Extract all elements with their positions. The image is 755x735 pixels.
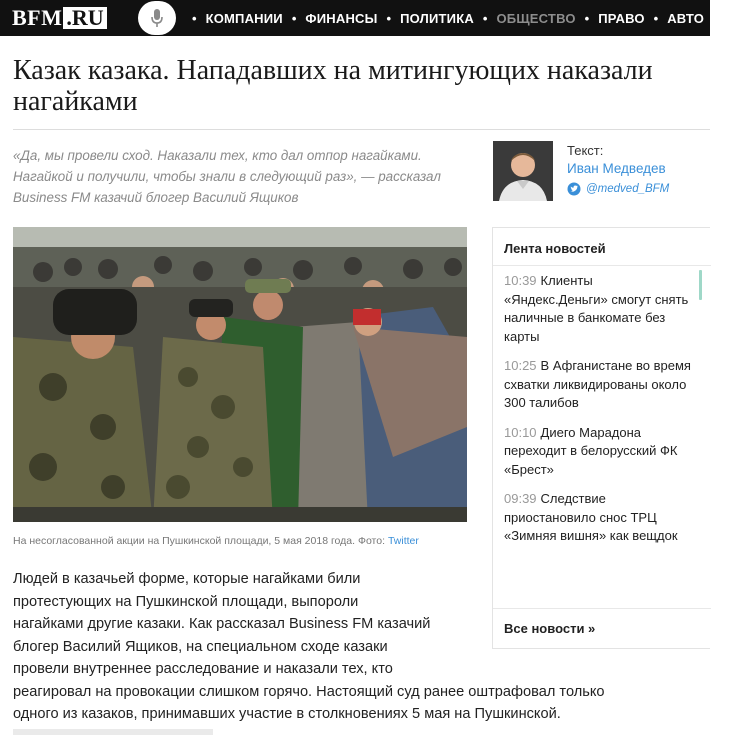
nav-separator: •	[386, 10, 392, 26]
divider	[493, 608, 711, 609]
news-headline: Клиенты «Яндекс.Деньги» смогут снять наличные в банкомате без карты	[504, 273, 689, 344]
next-block-stub	[13, 729, 213, 735]
nav-item[interactable]: ОБЩЕСТВО	[496, 10, 576, 26]
nav-item[interactable]: АВТО	[667, 10, 705, 26]
author-twitter-link[interactable]	[567, 182, 669, 196]
news-item[interactable]	[504, 357, 700, 413]
news-time: 10:25	[504, 358, 537, 373]
nav-item[interactable]: КОМПАНИИ	[205, 10, 283, 26]
logo-text: BFM	[12, 5, 63, 30]
news-feed-list	[504, 272, 700, 557]
body-text-line: реагировал на провокации слишком горячо. Настоящий суд ранее оштрафовал только	[13, 683, 605, 700]
author-name-link[interactable]: Иван Медведев	[567, 161, 666, 176]
nav-separator: •	[192, 10, 197, 26]
twitter-icon	[567, 182, 581, 196]
news-headline: В Афганистане во время схватки ликвидированы около 300 талибов	[504, 358, 691, 410]
article-lead: «Да, мы провели сход. Наказали тех, кто дал отпор нагайками. Нагайкой и получили, чтобы знали в следующий раз», — рассказал Business FM казачий блогер Василий Ящиков	[13, 148, 441, 205]
body-text-line: нагайками другие казаки. Как рассказал Business FM казачий	[13, 616, 431, 632]
microphone-icon	[150, 8, 164, 28]
nav-item[interactable]: ПОЛИТИКА	[400, 10, 474, 26]
divider	[493, 265, 711, 266]
news-time: 10:10	[504, 424, 537, 440]
author-label: Текст:	[567, 143, 604, 158]
article-photo	[13, 227, 467, 522]
caption-text: На несогласованной акции на Пушкинской площади, 5 мая 2018 года. Фото:	[13, 535, 386, 547]
photo-source-link[interactable]: Twitter	[387, 535, 419, 547]
nav-item[interactable]: ПРАВО	[598, 10, 645, 26]
news-time: 09:39	[504, 491, 537, 506]
news-item[interactable]	[504, 272, 700, 346]
news-headline: Диего Марадона переходит в белорусский ФК «Брест»	[504, 424, 678, 477]
article-headline: Казак казака. Нападавших на митингующих наказали нагайками	[13, 55, 653, 117]
top-navigation-bar	[0, 0, 755, 36]
nav-separator: •	[291, 10, 297, 26]
nav-item[interactable]: НЕД	[726, 10, 755, 26]
logo-domain: .RU	[63, 7, 106, 29]
author-avatar[interactable]	[493, 141, 553, 201]
body-text-line: блогер Василий Ящиков, на специальном сходе казаки	[13, 638, 388, 655]
photo-caption	[13, 535, 483, 547]
news-headline: Следствие приостановило снос ТРЦ «Зимняя вишня» как вещдок	[504, 491, 678, 543]
all-news-link[interactable]: Все новости »	[504, 621, 596, 636]
body-text-line: Людей в казачьей форме, которые нагайками били	[13, 571, 361, 587]
body-text-line: одного из казаков, принимавших участие в столкновениях 5 мая на Пушкинской.	[13, 706, 561, 722]
twitter-handle: @medved_BFM	[586, 183, 670, 195]
nav-separator: •	[584, 10, 590, 26]
nav-separator: •	[713, 10, 718, 26]
section-nav	[192, 0, 755, 36]
nav-separator: •	[653, 10, 659, 26]
news-item[interactable]	[504, 490, 700, 546]
news-feed-panel	[492, 227, 710, 649]
site-logo[interactable]	[12, 6, 107, 30]
news-feed-title: Лента новостей	[504, 241, 606, 256]
body-text-line: протестующих на Пушкинской площади, выпороли	[13, 593, 359, 610]
nav-item[interactable]: ФИНАНСЫ	[305, 10, 378, 26]
microphone-button[interactable]	[138, 1, 176, 35]
body-text-line: провели внутреннее расследование и наказали тех, кто	[13, 661, 393, 677]
nav-separator: •	[482, 10, 488, 26]
news-item[interactable]	[504, 424, 700, 480]
news-time: 10:39	[504, 273, 537, 288]
divider	[13, 129, 710, 130]
